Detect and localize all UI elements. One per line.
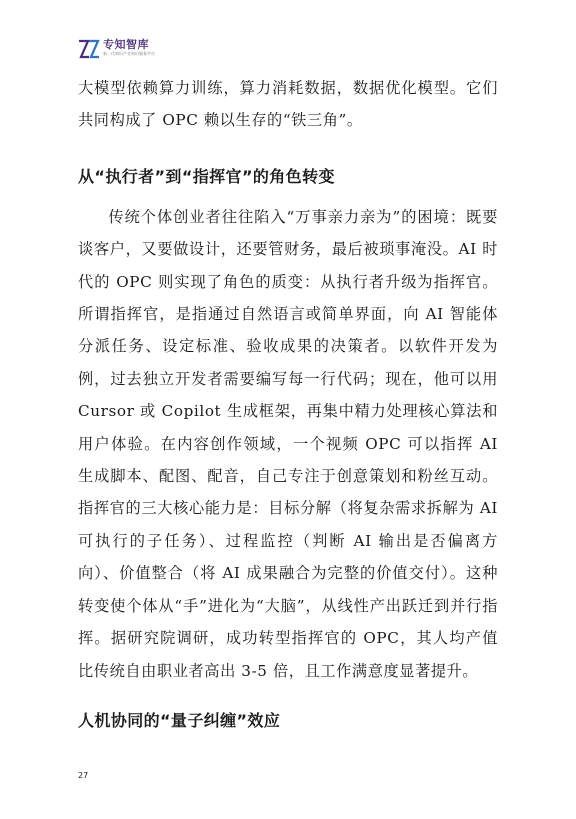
page-number: 27: [78, 771, 89, 780]
zz-logo-icon: [78, 38, 100, 60]
brand-tagline: 新一代知识产业知识服务平台: [103, 51, 155, 56]
paragraph-1: 大模型依赖算力训练，算力消耗数据，数据优化模型。它们共同构成了 OPC 赖以生存的“铁三角”。: [78, 79, 498, 130]
paragraph-2: 传统个体创业者往往陷入“万事亲力亲为”的困境：既要谈客户，又要做设计，还要管财务，最后被琐事淹没。AI 时代的 OPC 则实现了角色的质变：从执行者升级为指挥官。所谓指挥官，是指通过自然语言或简单界面，向 AI 智能体分派任务、设定标准、验收成果的决策者。以软件开发为例，过去独立开发者需要编写每一行代码；现在，他可以用 Cursor 或 Copilot 生成框架，再集中精力处理核心算法和用户体验。在内容创作领域，一个视频 OPC 可以指挥 AI 生成脚本、配图、配音，自己专注于创意策划和粉丝互动。指挥官的三大核心能力是：目标分解（将复杂需求拆解为 AI 可执行的子任务）、过程监控（判断 AI 输出是否偏离方向）、价值整合（将 AI 成果融合为完整的价值交付）。这种转变使个体从“手”进化为“大脑”，从线性产出跃迁到并行指挥。据研究院调研，成功转型指挥官的 OPC，其人均产值比传统自由职业者高出 3-5 倍，且工作满意度显著提升。: [78, 207, 498, 680]
section-heading-1: 从“执行者”到“指挥官”的角色转变: [78, 166, 335, 186]
main-content: [78, 72, 498, 733]
brand-name: 专知智库: [103, 38, 149, 51]
header: [78, 38, 155, 60]
section-heading-2: 人机协同的“量子纠缠”效应: [78, 710, 281, 730]
logo-text: [103, 38, 155, 57]
